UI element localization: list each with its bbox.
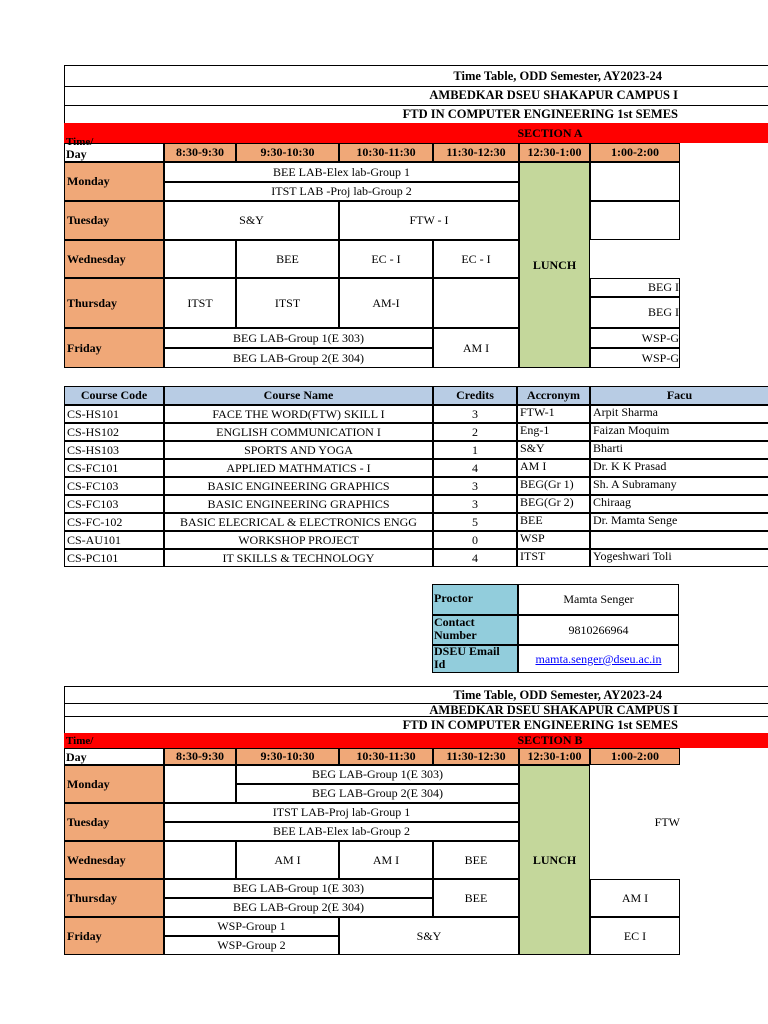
course-acronym: WSP [517,531,590,549]
class-cell [164,240,236,278]
course-faculty: Bharti [590,441,768,459]
slot-header: 10:30-11:30 [339,748,433,765]
course-code: CS-HS103 [64,441,164,459]
day-monday: Monday [64,162,164,201]
class-cell: AM I [236,841,339,879]
slot-header: 11:30-12:30 [433,748,519,765]
title-program: FTD IN COMPUTER ENGINEERING 1st SEMES [402,107,678,121]
course-faculty: Faizan Moquim [590,423,768,441]
class-cell: FTW [654,814,680,829]
email-label: DSEU Email Id [434,644,500,671]
slot-header: 12:30-1:00 [519,143,590,162]
course-faculty: Dr. Mamta Senge [590,513,768,531]
class-cell: BEG LAB-Group 1(E 303) [164,879,433,898]
course-acronym: S&Y [517,441,590,459]
class-cell: BEG I [590,297,680,328]
day-friday: Friday [64,917,164,955]
course-faculty: Chiraag [590,495,768,513]
class-cell [164,841,236,879]
course-header: Course Code [64,386,164,405]
course-acronym: AM I [517,459,590,477]
class-cell: WSP-G [590,328,680,348]
course-name: IT SKILLS & TECHNOLOGY [164,549,433,567]
section-label: SECTION B [517,733,583,748]
title-campus: AMBEDKAR DSEU SHAKAPUR CAMPUS I [429,703,678,717]
slot-header: 9:30-10:30 [236,748,339,765]
class-cell: S&Y [339,917,519,955]
class-cell: BEG LAB-Group 2(E 304) [164,898,433,917]
class-cell: EC I [590,917,680,955]
section-bar [64,733,768,748]
slot-header: 12:30-1:00 [519,748,590,765]
lunch-cell: LUNCH [519,162,590,368]
day-wednesday: Wednesday [64,841,164,879]
lunch-cell: LUNCH [519,765,590,955]
class-cell: BEE LAB-Elex lab-Group 1 [164,162,519,182]
slot-header: 10:30-11:30 [339,143,433,162]
class-cell: AM I [339,841,433,879]
class-cell [433,278,519,328]
course-acronym: BEE [517,513,590,531]
day-label: Day [66,750,87,764]
class-cell: S&Y [164,201,339,240]
course-name: BASIC ENGINEERING GRAPHICS [164,495,433,513]
day-thursday: Thursday [64,879,164,917]
slot-header: 8:30-9:30 [164,748,236,765]
course-name: BASIC ELECRICAL & ELECTRONICS ENGG [164,513,433,531]
day-wednesday: Wednesday [64,240,164,278]
course-credits: 4 [433,549,517,567]
course-credits: 2 [433,423,517,441]
class-cell: BEE LAB-Elex lab-Group 2 [164,822,519,841]
course-acronym: Eng-1 [517,423,590,441]
class-cell: BEG LAB-Group 2(E 304) [236,784,519,803]
course-faculty [590,531,768,549]
course-faculty: Yogeshwari Toli [590,549,768,567]
class-cell: BEG LAB-Group 1(E 303) [164,328,433,348]
section-bar [64,123,768,143]
slot-header: 1:00-2:00 [590,748,680,765]
class-cell: BEG LAB-Group 2(E 304) [164,348,433,368]
contact-value: 9810266964 [518,615,679,645]
course-name: SPORTS AND YOGA [164,441,433,459]
course-acronym: BEG(Gr 1) [517,477,590,495]
course-faculty: Sh. A Subramany [590,477,768,495]
class-cell [590,162,680,201]
proctor-value: Mamta Senger [518,584,679,615]
course-code: CS-HS101 [64,405,164,423]
course-acronym: BEG(Gr 2) [517,495,590,513]
course-code: CS-AU101 [64,531,164,549]
class-cell: BEG I [590,278,680,297]
title-campus: AMBEDKAR DSEU SHAKAPUR CAMPUS I [429,88,678,102]
title-program: FTD IN COMPUTER ENGINEERING 1st SEMES [402,717,678,732]
class-cell: BEE [433,841,519,879]
class-cell: EC - I [433,240,519,278]
class-cell [164,765,236,803]
day-thursday: Thursday [64,278,164,328]
class-cell: WSP-Group 1 [164,917,339,936]
course-faculty: Arpit Sharma [590,405,768,423]
time-label: Time/ [66,136,94,148]
slot-header: 8:30-9:30 [164,143,236,162]
day-label: Day [66,147,87,161]
day-friday: Friday [64,328,164,368]
course-name: BASIC ENGINEERING GRAPHICS [164,477,433,495]
contact-label: Contact Number [434,615,477,642]
course-acronym: ITST [517,549,590,567]
course-header: Credits [433,386,517,405]
class-cell: BEE [433,879,519,917]
section-label: SECTION A [517,126,583,141]
slot-header: 1:00-2:00 [590,143,680,162]
course-code: CS-FC103 [64,477,164,495]
class-cell: FTW - I [339,201,519,240]
course-credits: 3 [433,405,517,423]
proctor-label: Proctor [434,591,474,605]
class-cell: AM I [590,879,680,917]
class-cell: ITST [236,278,339,328]
time-label: Time/ [66,735,94,747]
course-header: Course Name [164,386,433,405]
class-cell: EC - I [339,240,433,278]
course-name: FACE THE WORD(FTW) SKILL I [164,405,433,423]
email-link[interactable]: mamta.senger@dseu.ac.in [535,651,662,666]
course-credits: 5 [433,513,517,531]
course-code: CS-FC-102 [64,513,164,531]
class-cell: BEE [236,240,339,278]
class-cell: AM I [433,328,519,368]
course-name: APPLIED MATHMATICS - I [164,459,433,477]
class-cell: WSP-G [590,348,680,368]
course-header: Facu [590,386,768,405]
course-code: CS-FC101 [64,459,164,477]
class-cell: AM-I [339,278,433,328]
class-cell: ITST LAB-Proj lab-Group 1 [164,803,519,822]
title-timetable: Time Table, ODD Semester, AY2023-24 [453,687,662,702]
slot-header: 9:30-10:30 [236,143,339,162]
course-header: Accronym [517,386,590,405]
course-credits: 3 [433,477,517,495]
slot-header: 11:30-12:30 [433,143,519,162]
course-credits: 3 [433,495,517,513]
class-cell: WSP-Group 2 [164,936,339,955]
day-tuesday: Tuesday [64,201,164,240]
course-code: CS-HS102 [64,423,164,441]
class-cell: BEG LAB-Group 1(E 303) [236,765,519,784]
day-monday: Monday [64,765,164,803]
title-timetable: Time Table, ODD Semester, AY2023-24 [453,68,662,83]
course-name: ENGLISH COMMUNICATION I [164,423,433,441]
course-faculty: Dr. K K Prasad [590,459,768,477]
class-cell: ITST [164,278,236,328]
course-credits: 1 [433,441,517,459]
course-credits: 4 [433,459,517,477]
course-name: WORKSHOP PROJECT [164,531,433,549]
day-tuesday: Tuesday [64,803,164,841]
class-cell [590,201,680,240]
course-credits: 0 [433,531,517,549]
course-acronym: FTW-1 [517,405,590,423]
course-code: CS-FC103 [64,495,164,513]
class-cell: ITST LAB -Proj lab-Group 2 [164,182,519,201]
course-code: CS-PC101 [64,549,164,567]
